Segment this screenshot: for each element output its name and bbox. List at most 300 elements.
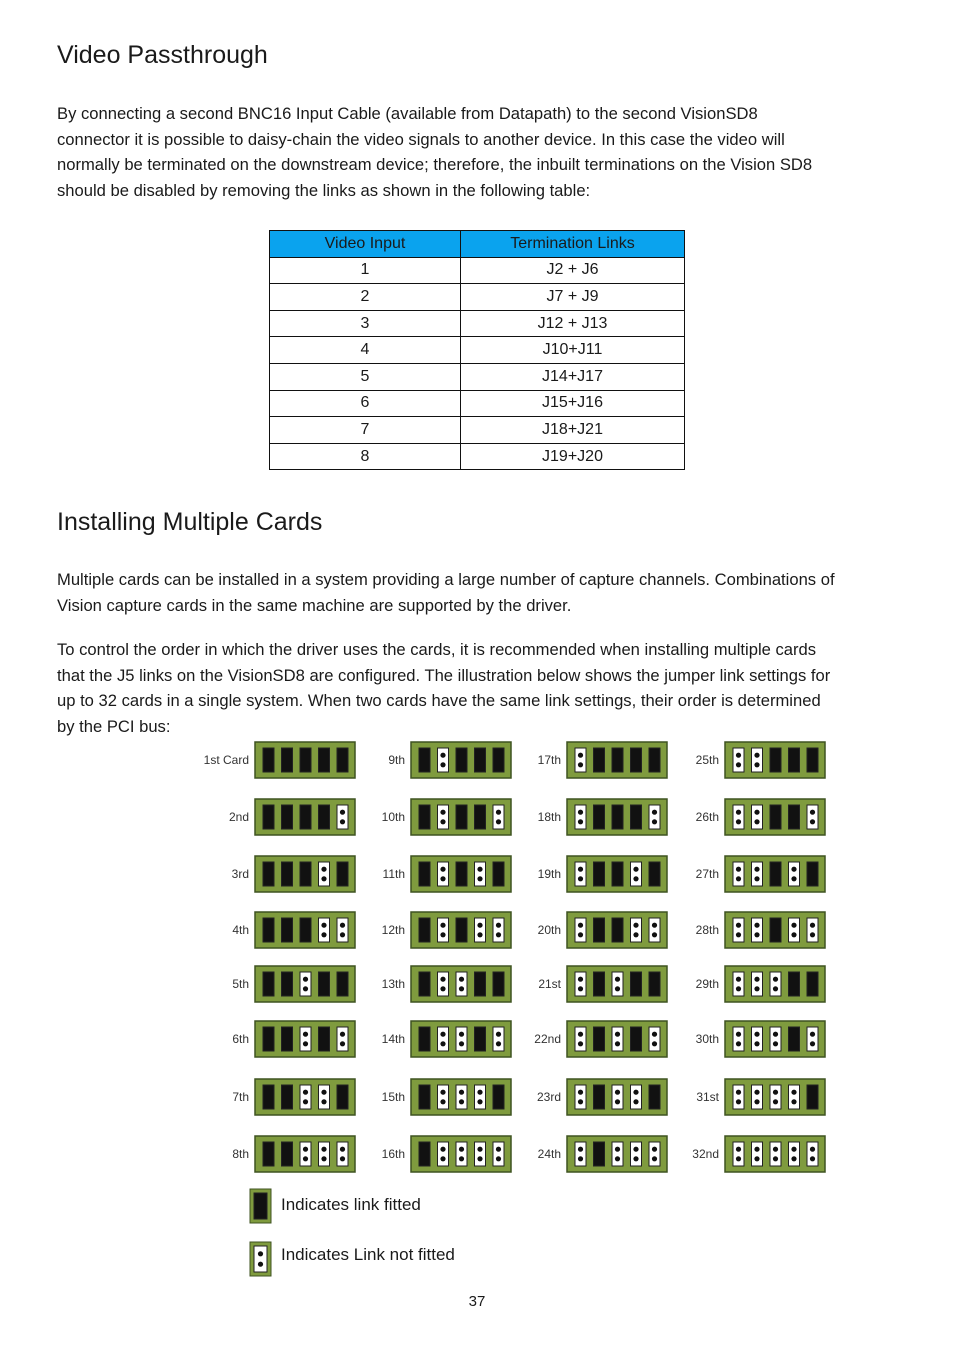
card-jumper-block — [538, 742, 667, 778]
table-cell: J18+J21 — [461, 417, 685, 444]
jumper-pin — [754, 1032, 759, 1037]
jumper-fitted — [594, 805, 605, 829]
jumper-not-fitted — [575, 805, 586, 829]
card-jumper-block — [692, 1136, 825, 1172]
card-label: 15th — [381, 1090, 405, 1104]
jumper-fitted — [419, 1027, 430, 1051]
card-jumper-block — [382, 1079, 511, 1115]
jumper-pin — [340, 810, 345, 815]
jumper-pin — [736, 932, 741, 937]
jumper-pin — [578, 1147, 583, 1152]
jumper-pin — [496, 1147, 501, 1152]
jumper-not-fitted — [631, 862, 642, 886]
jumper-fitted — [419, 972, 430, 996]
jumper-fitted — [282, 918, 293, 942]
jumper-pin — [440, 923, 445, 928]
jumper-fitted — [337, 862, 348, 886]
jumper-not-fitted — [770, 1142, 781, 1166]
jumper-pin — [773, 986, 778, 991]
jumper-pin — [477, 1090, 482, 1095]
paragraph-line: connector it is possible to daisy-chain the video signals to another device. In this case the video will — [57, 129, 785, 149]
jumper-not-fitted — [438, 862, 449, 886]
jumper-pin — [496, 810, 501, 815]
card-jumper-block — [696, 912, 825, 948]
jumper-pin — [303, 977, 308, 982]
jumper-pin — [496, 923, 501, 928]
jumper-pin — [321, 1147, 326, 1152]
jumper-not-fitted — [438, 1142, 449, 1166]
jumper-pin — [477, 932, 482, 937]
jumper-not-fitted — [733, 1027, 744, 1051]
jumper-fitted — [263, 918, 274, 942]
jumper-pin — [791, 1090, 796, 1095]
jumper-pin — [303, 986, 308, 991]
card-jumper-block — [232, 912, 355, 948]
jumper-pin — [578, 753, 583, 758]
jumper-pin — [477, 1147, 482, 1152]
jumper-not-fitted — [612, 1027, 623, 1051]
jumper-fitted — [649, 1085, 660, 1109]
jumper-not-fitted — [438, 972, 449, 996]
card-jumper-block — [382, 1021, 511, 1057]
jumper-pin — [633, 1099, 638, 1104]
jumper-not-fitted — [319, 918, 330, 942]
card-label: 18th — [537, 810, 561, 824]
jumper-pin — [321, 867, 326, 872]
paragraph-line: normally be terminated on the downstream device; therefore, the inbuilt terminations on the Vision SD8 — [57, 155, 813, 174]
card-label: 29th — [695, 977, 719, 991]
jumper-pin — [633, 867, 638, 872]
jumper-fitted — [594, 1142, 605, 1166]
jumper-fitted — [807, 862, 818, 886]
jumper-pin — [258, 1262, 263, 1267]
jumper-pin — [754, 986, 759, 991]
card-jumper-block — [696, 742, 825, 778]
card-jumper-block — [232, 1136, 355, 1172]
card-jumper-block — [232, 1021, 355, 1057]
jumper-pin — [754, 876, 759, 881]
card-jumper-block — [382, 912, 511, 948]
jumper-fitted — [594, 748, 605, 772]
paragraph-line: should be disabled by removing the links as shown in the following table: — [57, 180, 591, 200]
jumper-not-fitted — [337, 918, 348, 942]
jumper-pin — [578, 1156, 583, 1161]
jumper-pin — [754, 1147, 759, 1152]
jumper-pin — [459, 977, 464, 982]
jumper-pin — [652, 810, 657, 815]
table-cell: 2 — [270, 284, 461, 311]
jumper-fitted — [770, 805, 781, 829]
jumper-pin — [736, 819, 741, 824]
jumper-pin — [791, 932, 796, 937]
card-label: 11th — [382, 867, 405, 881]
jumper-pin — [477, 876, 482, 881]
jumper-not-fitted — [493, 1142, 504, 1166]
jumper-not-fitted — [475, 918, 486, 942]
jumper-not-fitted — [733, 918, 744, 942]
jumper-not-fitted — [575, 748, 586, 772]
jumper-pin — [496, 1156, 501, 1161]
jumper-pin — [459, 1099, 464, 1104]
card-label: 19th — [537, 867, 561, 881]
jumper-not-fitted — [631, 918, 642, 942]
jumper-pin — [773, 977, 778, 982]
jumper-pin — [754, 1099, 759, 1104]
jumper-fitted — [337, 748, 348, 772]
jumper-pin — [459, 1147, 464, 1152]
jumper-pin — [578, 1090, 583, 1095]
jumper-pin — [578, 867, 583, 872]
jumper-pin — [578, 986, 583, 991]
card-label: 24th — [537, 1147, 561, 1161]
card-jumper-block — [382, 799, 511, 835]
jumper-not-fitted — [789, 862, 800, 886]
card-label: 31st — [696, 1090, 719, 1104]
card-jumper-block — [538, 1136, 667, 1172]
jumper-pin — [652, 819, 657, 824]
jumper-not-fitted — [612, 972, 623, 996]
jumper-fitted — [475, 805, 486, 829]
jumper-pin — [652, 932, 657, 937]
jumper-pin — [773, 1156, 778, 1161]
card-jumper-block — [538, 912, 667, 948]
table-cell: J12 + J13 — [461, 310, 685, 337]
jumper-pin — [578, 810, 583, 815]
jumper-not-fitted — [575, 862, 586, 886]
table-cell: J10+J11 — [461, 337, 685, 364]
jumper-pin — [340, 1156, 345, 1161]
table-cell: 7 — [270, 417, 461, 444]
jumper-fitted — [612, 805, 623, 829]
card-label: 4th — [232, 923, 249, 937]
jumper-pin — [303, 1041, 308, 1046]
card-label: 30th — [695, 1032, 719, 1046]
jumper-not-fitted — [789, 1085, 800, 1109]
jumper-not-fitted — [438, 918, 449, 942]
jumper-fitted — [300, 862, 311, 886]
jumper-pin — [321, 1156, 326, 1161]
card-label: 3rd — [231, 867, 249, 881]
jumper-fitted — [807, 748, 818, 772]
jumper-fitted — [337, 972, 348, 996]
jumper-not-fitted — [612, 1142, 623, 1166]
jumper-pin — [340, 923, 345, 928]
jumper-not-fitted — [770, 1027, 781, 1051]
card-jumper-block — [537, 1079, 667, 1115]
jumper-not-fitted — [752, 1085, 763, 1109]
jumper-not-fitted — [575, 1085, 586, 1109]
jumper-pin — [791, 876, 796, 881]
jumper-fitted — [649, 748, 660, 772]
jumper-fitted — [419, 748, 430, 772]
jumper-not-fitted — [807, 1027, 818, 1051]
jumper-pin — [459, 1041, 464, 1046]
jumper-pin — [615, 1090, 620, 1095]
jumper-pin — [754, 762, 759, 767]
jumper-pin — [303, 1099, 308, 1104]
jumper-not-fitted — [493, 918, 504, 942]
table-cell: J7 + J9 — [461, 284, 685, 311]
legend-not-fitted-symbol — [250, 1242, 271, 1276]
jumper-pin — [615, 1147, 620, 1152]
card-label: 7th — [232, 1090, 249, 1104]
card-label: 27th — [695, 867, 719, 881]
jumper-not-fitted — [752, 862, 763, 886]
table-cell: 8 — [270, 443, 461, 470]
jumper-fitted — [631, 972, 642, 996]
card-jumper-block — [696, 1021, 825, 1057]
jumper-pin — [736, 1099, 741, 1104]
jumper-pin — [754, 1090, 759, 1095]
jumper-pin — [440, 1041, 445, 1046]
legend-fitted-label: Indicates link fitted — [281, 1195, 421, 1214]
jumper-pin — [615, 986, 620, 991]
jumper-not-fitted — [612, 1085, 623, 1109]
jumper-not-fitted — [649, 1027, 660, 1051]
jumper-pin — [340, 1147, 345, 1152]
jumper-fitted — [456, 862, 467, 886]
jumper-not-fitted — [456, 1085, 467, 1109]
jumper-fitted — [594, 862, 605, 886]
card-label: 28th — [695, 923, 719, 937]
jumper-pin — [736, 867, 741, 872]
card-jumper-block — [232, 1079, 355, 1115]
card-jumper-block — [534, 1021, 667, 1057]
jumper-not-fitted — [733, 1142, 744, 1166]
jumper-pin — [459, 1032, 464, 1037]
jumper-pin — [578, 819, 583, 824]
jumper-pin — [440, 876, 445, 881]
jumper-not-fitted — [300, 1142, 311, 1166]
jumper-fitted — [631, 805, 642, 829]
jumper-not-fitted — [789, 918, 800, 942]
jumper-pin — [736, 876, 741, 881]
jumper-not-fitted — [475, 862, 486, 886]
jumper-pin — [615, 1156, 620, 1161]
jumper-not-fitted — [649, 805, 660, 829]
card-jumper-block — [696, 799, 825, 835]
jumper-pin — [578, 977, 583, 982]
jumper-pin — [736, 986, 741, 991]
paragraph-line: To control the order in which the driver uses the cards, it is recommended when installing multiple cards — [57, 640, 817, 659]
jumper-fitted — [594, 972, 605, 996]
jumper-pin — [736, 923, 741, 928]
jumper-pin — [652, 1032, 657, 1037]
jumper-fitted — [456, 748, 467, 772]
jumper-fitted — [300, 918, 311, 942]
jumper-pin — [633, 1147, 638, 1152]
table-cell: 4 — [270, 337, 461, 364]
table-cell: J19+J20 — [461, 443, 685, 470]
jumper-fitted — [419, 918, 430, 942]
jumper-pin — [754, 819, 759, 824]
card-label: 21st — [538, 977, 561, 991]
jumper-fitted — [319, 972, 330, 996]
card-jumper-block — [696, 1079, 825, 1115]
jumper-pin — [633, 923, 638, 928]
jumper-pin — [791, 923, 796, 928]
jumper-pin — [340, 1041, 345, 1046]
jumper-not-fitted — [575, 972, 586, 996]
legend-fitted-symbol — [250, 1189, 271, 1223]
jumper-pin — [321, 923, 326, 928]
jumper-not-fitted — [631, 1142, 642, 1166]
jumper-fitted — [594, 1085, 605, 1109]
jumper-fitted — [631, 748, 642, 772]
jumper-pin — [773, 1041, 778, 1046]
paragraph-line: By connecting a second BNC16 Input Cable (available from Datapath) to the second VisionSD8 — [57, 104, 758, 123]
table-cell: J14+J17 — [461, 363, 685, 390]
jumper-pin — [633, 932, 638, 937]
jumper-not-fitted — [319, 1142, 330, 1166]
jumper-pin — [440, 932, 445, 937]
jumper-pin — [810, 819, 815, 824]
jumper-fitted — [493, 1085, 504, 1109]
jumper-not-fitted — [770, 1085, 781, 1109]
page-number: 37 — [468, 1293, 486, 1310]
jumper-pin — [791, 1099, 796, 1104]
jumper-fitted — [594, 1027, 605, 1051]
jumper-fitted — [456, 805, 467, 829]
jumper-fitted — [282, 972, 293, 996]
card-jumper-block — [382, 1136, 511, 1172]
card-label: 12th — [381, 923, 405, 937]
jumper-not-fitted — [649, 918, 660, 942]
jumper-pin — [736, 810, 741, 815]
jumper-fitted — [319, 748, 330, 772]
table-cell: 6 — [270, 390, 461, 417]
jumper-fitted — [319, 805, 330, 829]
jumper-pin — [633, 876, 638, 881]
card-label: 5th — [232, 977, 249, 991]
jumper-pin — [810, 932, 815, 937]
jumper-fitted — [475, 748, 486, 772]
jumper-fitted — [770, 918, 781, 942]
jumper-pin — [340, 932, 345, 937]
jumper-pin — [321, 1090, 326, 1095]
jumper-not-fitted — [493, 805, 504, 829]
jumper-pin — [736, 1147, 741, 1152]
jumper-pin — [652, 1156, 657, 1161]
paragraph-line: up to 32 cards in a single system. When two cards have the same link settings, their order is determined — [57, 691, 821, 710]
jumper-pin — [754, 867, 759, 872]
card-label: 1st Card — [203, 753, 249, 767]
jumper-not-fitted — [337, 805, 348, 829]
jumper-pin — [754, 932, 759, 937]
jumper-not-fitted — [438, 1027, 449, 1051]
jumper-pin — [440, 1156, 445, 1161]
jumper-pin — [440, 810, 445, 815]
jumper-pin — [440, 1090, 445, 1095]
jumper-pin — [440, 977, 445, 982]
jumper-pin — [736, 977, 741, 982]
jumper-pin — [578, 923, 583, 928]
paragraph-line: that the J5 links on the VisionSD8 are configured. The illustration below shows the jumper link settings for — [57, 665, 831, 685]
legend-not-fitted-label: Indicates Link not fitted — [281, 1245, 455, 1264]
jumper-fitted — [419, 862, 430, 886]
jumper-pin — [754, 753, 759, 758]
jumper-pin — [440, 986, 445, 991]
jumper-fitted — [493, 862, 504, 886]
jumper-pin — [303, 1156, 308, 1161]
jumper-fitted — [631, 1027, 642, 1051]
jumper-pin — [736, 1156, 741, 1161]
jumper-pin — [754, 1041, 759, 1046]
jumper-pin — [578, 876, 583, 881]
card-label: 8th — [232, 1147, 249, 1161]
jumper-fitted — [282, 862, 293, 886]
card-label: 6th — [232, 1032, 249, 1046]
card-jumper-block — [538, 966, 667, 1002]
jumper-not-fitted — [575, 1142, 586, 1166]
table-header-termination-links: Termination Links — [461, 231, 685, 258]
jumper-not-fitted — [337, 1142, 348, 1166]
table-header-video-input: Video Input — [270, 231, 461, 258]
jumper-not-fitted — [733, 748, 744, 772]
jumper-pin — [791, 1147, 796, 1152]
jumper-pin — [773, 1147, 778, 1152]
card-jumper-block — [538, 799, 667, 835]
table-cell: J15+J16 — [461, 390, 685, 417]
jumper-not-fitted — [456, 1027, 467, 1051]
jumper-pin — [754, 810, 759, 815]
jumper-pin — [652, 923, 657, 928]
jumper-pin — [810, 810, 815, 815]
card-label: 17th — [537, 753, 561, 767]
jumper-fitted — [649, 862, 660, 886]
jumper-pin — [810, 923, 815, 928]
jumper-fitted — [263, 748, 274, 772]
card-label: 23rd — [536, 1090, 561, 1104]
jumper-fitted — [300, 748, 311, 772]
jumper-pin — [578, 932, 583, 937]
jumper-fitted — [263, 862, 274, 886]
jumper-not-fitted — [789, 1142, 800, 1166]
jumper-fitted — [263, 805, 274, 829]
jumper-not-fitted — [575, 918, 586, 942]
jumper-fitted — [419, 1142, 430, 1166]
card-label: 26th — [695, 810, 719, 824]
jumper-pin — [496, 1041, 501, 1046]
jumper-not-fitted — [456, 1142, 467, 1166]
jumper-pin — [303, 1147, 308, 1152]
jumper-pin — [736, 753, 741, 758]
card-label: 2nd — [228, 810, 249, 824]
jumper-fitted — [789, 1027, 800, 1051]
jumper-pin — [459, 1090, 464, 1095]
jumper-not-fitted — [807, 805, 818, 829]
jumper-pin — [321, 932, 326, 937]
jumper-pin — [440, 867, 445, 872]
jumper-not-fitted — [733, 972, 744, 996]
jumper-pin — [633, 1090, 638, 1095]
jumper-not-fitted — [254, 1246, 267, 1272]
card-label: 13th — [381, 977, 405, 991]
jumper-fitted — [263, 1085, 274, 1109]
jumper-fitted — [493, 972, 504, 996]
jumper-pin — [459, 1156, 464, 1161]
jumper-not-fitted — [733, 862, 744, 886]
jumper-pin — [578, 1041, 583, 1046]
jumper-pin — [258, 1251, 263, 1256]
card-label: 25th — [695, 753, 719, 767]
section-heading-installing-multiple-cards: Installing Multiple Cards — [57, 508, 323, 536]
card-jumper-block — [204, 742, 355, 778]
jumper-fitted — [475, 972, 486, 996]
jumper-pin — [496, 1032, 501, 1037]
jumper-not-fitted — [733, 1085, 744, 1109]
jumper-not-fitted — [770, 972, 781, 996]
